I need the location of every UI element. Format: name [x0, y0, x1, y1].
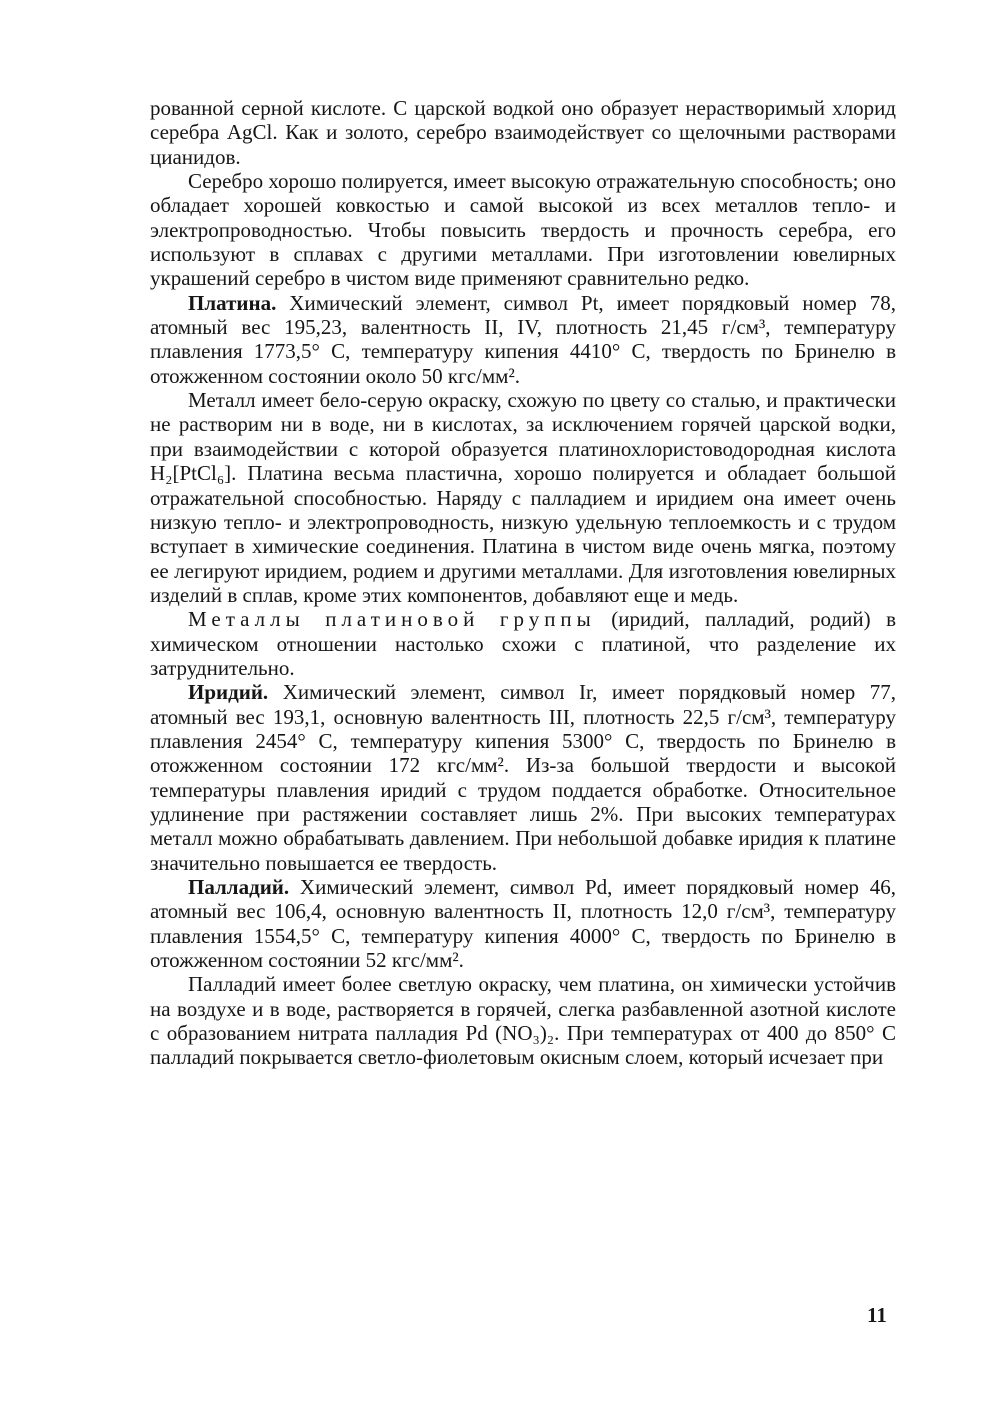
term-platinum: Платина. — [188, 290, 277, 315]
paragraph-palladium — [150, 875, 896, 972]
term-palladium: Палладий. — [188, 875, 290, 899]
paragraph-text: Химический элемент, символ Pd, имеет порядковый номер 46, атомный вес 106,4, основную валентность II, плотность 12,0 г/см³, температуру плавления 1554,5° С, температуру кипения 4000° С, твердость по Бринелю в отожженном состоянии 52 кгс/мм². — [150, 875, 896, 973]
paragraph-silver-properties — [150, 169, 896, 291]
paragraph-text: (иридий, палладий, родий) в химическом отношении настолько схожи с платиной, что разделение их затруднительно. — [150, 607, 896, 680]
paragraph-platinum — [150, 291, 896, 388]
page-number: 11 — [867, 1303, 887, 1327]
paragraph-text: Металл имеет бело-серую окраску, схожую по цвету со сталью, и практически не растворим ни в воде, ни в кислотах, за исключением горячей царской водки, при взаимодействии с которой образуется платинохлористоводородная кислота H₂[PtCl₆]. Платина весьма пластична, хорошо полируется и обладает большой отражательной способностью. Наряду с палладием и иридием она имеет очень низкую тепло- и электропроводность, низкую удельную теплоемкость и с трудом вступает в химические соединения. Платина в чистом виде очень мягка, поэтому ее легируют иридием, родием и другими металлами. Для изготовления ювелирных изделий в сплав, кроме этих компонентов, добавляют еще и медь. — [150, 388, 896, 607]
paragraph-text: Химический элемент, символ Pt, имеет порядковый номер 78, атомный вес 195,23, валентность II, IV, плотность 21,45 г/см³, температуру плавления 1773,5° С, температуру кипения 4410° С, твердость по Бринелю в отожженном состоянии около 50 кгс/мм². — [150, 290, 896, 388]
paragraph-platinum-group — [150, 607, 896, 680]
paragraph-platinum-properties — [150, 388, 896, 607]
paragraph-text: Серебро хорошо полируется, имеет высокую отражательную способность; оно обладает хорошей ковкостью и самой высокой из всех металлов тепло- и электропроводностью. Чтобы повысить твердость и прочность серебра, его используют в сплавах с другими металлами. При изготовлении ювелирных украшений серебро в чистом виде применяют сравнительно редко. — [150, 169, 896, 291]
paragraph-text: рованной серной кислоте. С царской водкой оно образует нерастворимый хлорид серебра AgCl. Как и золото, серебро взаимодействует со щелочными растворами цианидов. — [150, 96, 896, 169]
term-iridium: Иридий. — [188, 680, 269, 705]
page-body — [150, 96, 896, 1070]
paragraph-iridium — [150, 680, 896, 875]
paragraph-text: Химический элемент, символ Ir, имеет порядковый номер 77, атомный вес 193,1, основную валентность III, плотность 22,5 г/см³, температуру плавления 2454° С, температуру кипения 5300° С, твердость по Бринелю в отожженном состоянии 172 кгс/мм². Из-за большой твердости и высокой температуры плавления иридий с трудом поддается обработке. Относительное удлинение при растяжении составляет лишь 2%. При высоких температурах металл можно обрабатывать давлением. При небольшой добавке иридия к платине значительно повышается ее твердость. — [150, 680, 896, 875]
spaced-term-platinum-group: Металлы платиновой группы — [188, 607, 596, 632]
paragraph-silver-chemistry — [150, 96, 896, 169]
paragraph-palladium-properties — [150, 972, 896, 1069]
paragraph-text: Палладий имеет более светлую окраску, чем платина, он химически устойчив на воздухе и в воде, растворяется в горячей, слегка разбавленной азотной кислоте с образованием нитрата палладия Pd (NO₃)₂. При температурах от 400 до 850° С палладий покрывается светло-фиолетовым окисным слоем, который исчезает при — [150, 972, 896, 1070]
